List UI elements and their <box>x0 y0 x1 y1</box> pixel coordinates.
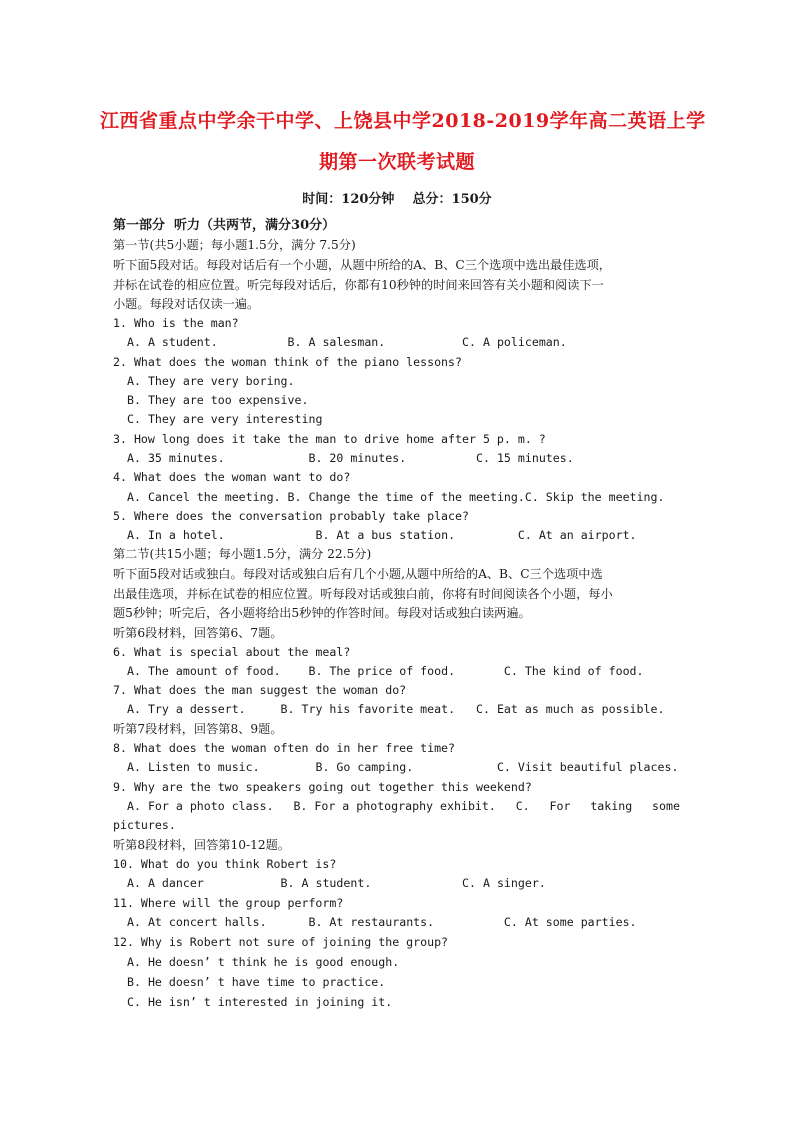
question-7: 7. What does the man suggest the woman do? <box>113 683 407 697</box>
question-9-option-c-word: For <box>549 799 571 813</box>
question-12-option-b: B. He doesn’ t have time to practice. <box>127 975 386 989</box>
material-8-label: 听第8段材料，回答第10-12题。 <box>113 838 290 852</box>
question-12: 12. Why is Robert not sure of joining the group? <box>113 935 449 949</box>
section2-instruction: 听下面5段对话或独白。每段对话或独白后有几个小题,从题中所给的A、B、C三个选项中选 <box>113 567 603 581</box>
question-9-options <box>127 797 680 816</box>
section1-instruction: 小题。每段对话仅读一遍。 <box>113 297 260 311</box>
question-12-option-c: C. He isn’ t interested in joining it. <box>127 995 393 1009</box>
section2-heading: 第二节(共15小题；每小题1.5分，满分 22.5分) <box>113 547 372 561</box>
section1-instruction: 并标在试卷的相应位置。听完每段对话后，你都有10秒钟的时间来回答有关小题和阅读下一 <box>113 278 604 292</box>
question-10: 10. What do you think Robert is? <box>113 857 337 871</box>
question-1: 1. Who is the man? <box>113 316 239 330</box>
question-3: 3. How long does it take the man to drive home after 5 p. m. ? <box>113 432 546 446</box>
question-2-option-c: C. They are very interesting <box>127 412 323 426</box>
section2-instruction: 出最佳选项，并标在试卷的相应位置。听每段对话或独白前，你将有时间阅读各个小题，每小 <box>113 587 613 601</box>
question-10-options: A. A dancer B. A student. C. A singer. <box>127 876 546 890</box>
question-2-option-a: A. They are very boring. <box>127 374 295 388</box>
question-8: 8. What does the woman often do in her free time? <box>113 741 456 755</box>
question-5: 5. Where does the conversation probably take place? <box>113 509 469 523</box>
question-8-options: A. Listen to music. B. Go camping. C. Visit beautiful places. <box>127 760 679 774</box>
question-6-options: A. The amount of food. B. The price of food. C. The kind of food. <box>127 664 644 678</box>
section2-instruction: 题5秒钟；听完后，各小题将给出5秒钟的作答时间。每段对话或独白读两遍。 <box>113 606 531 620</box>
question-2: 2. What does the woman think of the piano lessons? <box>113 355 463 369</box>
question-9: 9. Why are the two speakers going out together this weekend? <box>113 780 532 794</box>
question-9-options-continued: pictures. <box>113 818 176 832</box>
question-11-options: A. At concert halls. B. At restaurants. C. At some parties. <box>127 915 637 929</box>
question-2-option-b: B. They are too expensive. <box>127 393 309 407</box>
question-9-option-c-label: C. <box>515 799 530 813</box>
question-9-option-a: A. For a photo class. <box>127 799 274 813</box>
question-7-options: A. Try a dessert. B. Try his favorite meat. C. Eat as much as possible. <box>127 702 665 716</box>
question-9-option-c-word: some <box>652 799 680 813</box>
part1-heading: 第一部分 听力（共两节，满分30分） <box>113 218 336 233</box>
material-6-label: 听第6段材料，回答第6、7题。 <box>113 626 283 640</box>
question-9-option-b: B. For a photography exhibit. <box>293 799 496 813</box>
question-12-option-a: A. He doesn’ t think he is good enough. <box>127 955 400 969</box>
question-6: 6. What is special about the meal? <box>113 645 351 659</box>
question-3-options: A. 35 minutes. B. 20 minutes. C. 15 minutes. <box>127 451 574 465</box>
question-11: 11. Where will the group perform? <box>113 896 344 910</box>
question-4-options: A. Cancel the meeting. B. Change the time of the meeting.C. Skip the meeting. <box>127 490 665 504</box>
exam-title-line-1: 江西省重点中学余干中学、上饶县中学2018-2019学年高二英语上学 <box>100 110 706 132</box>
exam-title-line-2: 期第一次联考试题 <box>318 151 475 173</box>
section1-heading: 第一节(共5小题；每小题1.5分，满分 7.5分) <box>113 238 356 252</box>
question-9-option-c-word: taking <box>590 799 633 813</box>
section1-instruction: 听下面5段对话。每段对话后有一个小题，从题中所给的A、B、C三个选项中选出最佳选项， <box>113 258 611 272</box>
question-5-options: A. In a hotel. B. At a bus station. C. At an airport. <box>127 528 637 542</box>
time-score-info: 时间：120分钟 总分：150分 <box>302 192 492 207</box>
question-4: 4. What does the woman want to do? <box>113 470 351 484</box>
question-1-options: A. A student. B. A salesman. C. A policeman. <box>127 335 567 349</box>
material-7-label: 听第7段材料，回答第8、9题。 <box>113 722 283 736</box>
